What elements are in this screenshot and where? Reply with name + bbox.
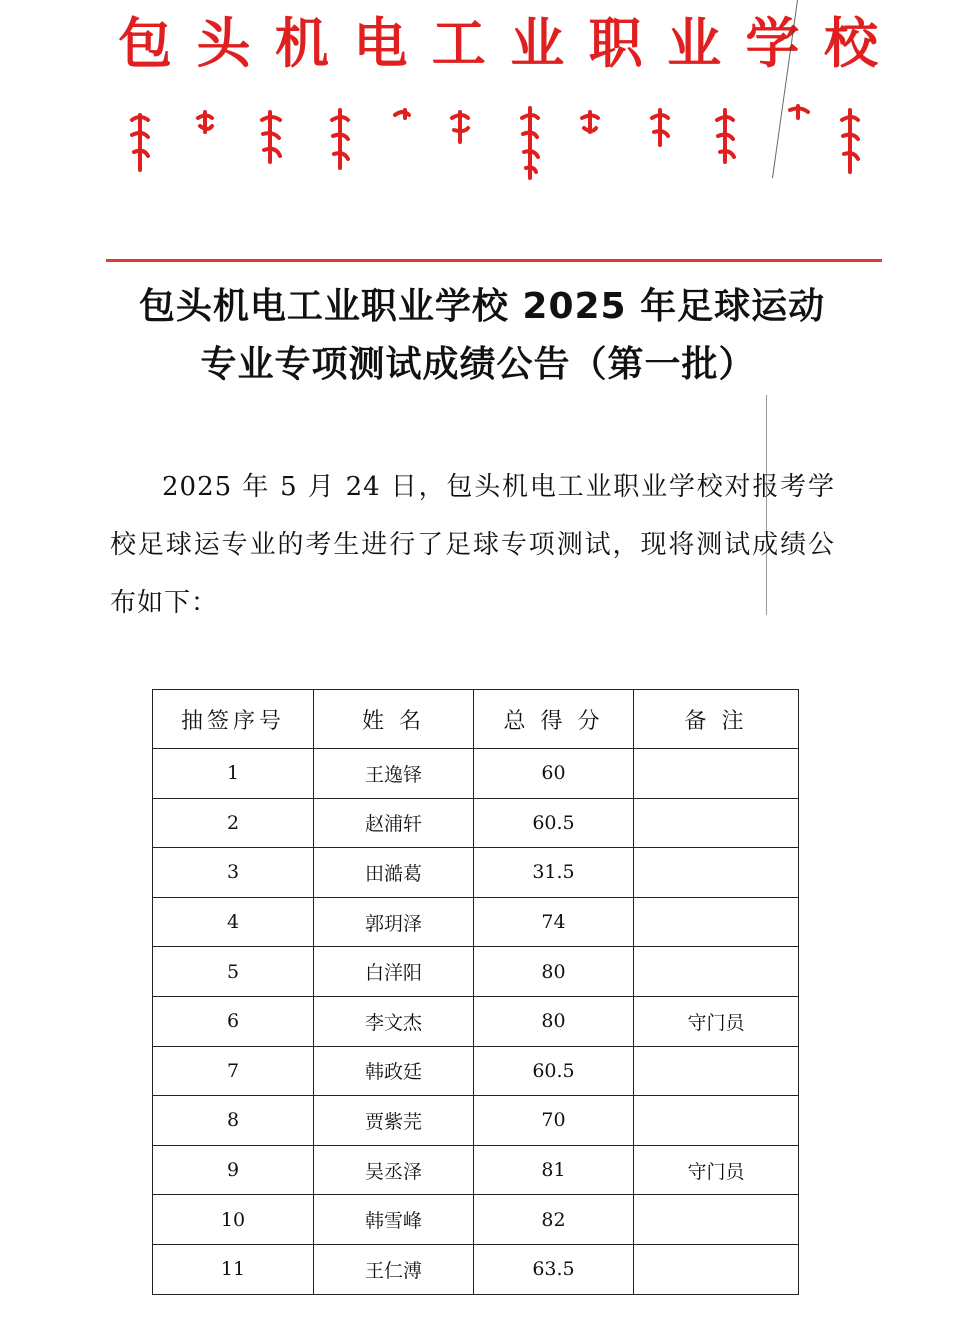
- cell-score: 81: [474, 1145, 634, 1195]
- letterhead-char: 学: [745, 11, 800, 75]
- cell-name: 吴丞泽: [314, 1145, 474, 1195]
- cell-score: 70: [474, 1096, 634, 1146]
- cell-note: [634, 749, 799, 799]
- letterhead-char: 业: [667, 11, 722, 75]
- table-header-row: [153, 690, 799, 749]
- table-row: [153, 947, 799, 997]
- letterhead-char: 工: [431, 11, 486, 75]
- mongolian-script-logo: [120, 100, 870, 190]
- cell-score: 60.5: [474, 798, 634, 848]
- cell-draw-number: 6: [153, 996, 314, 1046]
- announcement-paragraph: 2025 年 5 月 24 日，包头机电工业职业学校对报考学校足球运专业的考生进行了足球专项测试，现将测试成绩公布如下：: [110, 472, 835, 618]
- cell-note: [634, 1096, 799, 1146]
- cell-score: 63.5: [474, 1244, 634, 1294]
- letterhead-divider: [106, 259, 882, 262]
- letterhead-char: 包: [118, 11, 172, 75]
- cell-draw-number: 9: [153, 1145, 314, 1195]
- cell-name: 李文杰: [314, 996, 474, 1046]
- table-row: [153, 1145, 799, 1195]
- table-row: [153, 1244, 799, 1294]
- cell-draw-number: 10: [153, 1195, 314, 1245]
- table-row: [153, 848, 799, 898]
- cell-name: 田澔葛: [314, 848, 474, 898]
- cell-note: [634, 798, 799, 848]
- cell-score: 80: [474, 996, 634, 1046]
- table-row: [153, 897, 799, 947]
- table-row: [153, 1046, 799, 1096]
- letterhead-char: 职: [588, 11, 643, 75]
- cell-name: 贾紫芫: [314, 1096, 474, 1146]
- cell-name: 郭玥泽: [314, 897, 474, 947]
- letterhead-char: 机: [274, 11, 329, 75]
- cell-name: 王仁溥: [314, 1244, 474, 1294]
- cell-note: [634, 1244, 799, 1294]
- cell-draw-number: 11: [153, 1244, 314, 1294]
- cell-note: 守门员: [634, 996, 799, 1046]
- column-header-name: 姓 名: [314, 690, 474, 749]
- column-header-total-score: 总 得 分: [474, 690, 634, 749]
- cell-note: [634, 1195, 799, 1245]
- letterhead-char: 头: [196, 11, 251, 75]
- table-row: [153, 1195, 799, 1245]
- table-row: [153, 798, 799, 848]
- cell-draw-number: 8: [153, 1096, 314, 1146]
- cell-name: 韩雪峰: [314, 1195, 474, 1245]
- page-title-line1: 包头机电工业职业学校 2025 年足球运动: [138, 286, 826, 327]
- letterhead-school-name: [118, 8, 878, 78]
- cell-note: [634, 947, 799, 997]
- cell-name: 韩政廷: [314, 1046, 474, 1096]
- cell-name: 王逸铎: [314, 749, 474, 799]
- cell-name: 赵浦轩: [314, 798, 474, 848]
- cell-draw-number: 3: [153, 848, 314, 898]
- column-header-remarks: 备 注: [634, 690, 799, 749]
- cell-draw-number: 7: [153, 1046, 314, 1096]
- table-row: [153, 1096, 799, 1146]
- cell-note: [634, 1046, 799, 1096]
- cell-note: [634, 897, 799, 947]
- table-row: [153, 749, 799, 799]
- letterhead-char: 电: [353, 11, 408, 75]
- cell-score: 82: [474, 1195, 634, 1245]
- table-row: [153, 996, 799, 1046]
- column-header-draw-number: 抽签序号: [153, 690, 314, 749]
- cell-score: 80: [474, 947, 634, 997]
- letterhead-char: 校: [823, 11, 878, 75]
- cell-draw-number: 2: [153, 798, 314, 848]
- cell-score: 60: [474, 749, 634, 799]
- letterhead-char: 业: [510, 11, 565, 75]
- cell-draw-number: 1: [153, 749, 314, 799]
- cell-note: [634, 848, 799, 898]
- cell-note: 守门员: [634, 1145, 799, 1195]
- page-title-line2: 专业专项测试成绩公告（第一批）: [200, 344, 756, 385]
- score-table: [152, 689, 799, 1295]
- cell-score: 31.5: [474, 848, 634, 898]
- cell-name: 白洋阳: [314, 947, 474, 997]
- cell-draw-number: 4: [153, 897, 314, 947]
- cell-score: 74: [474, 897, 634, 947]
- cell-score: 60.5: [474, 1046, 634, 1096]
- cell-draw-number: 5: [153, 947, 314, 997]
